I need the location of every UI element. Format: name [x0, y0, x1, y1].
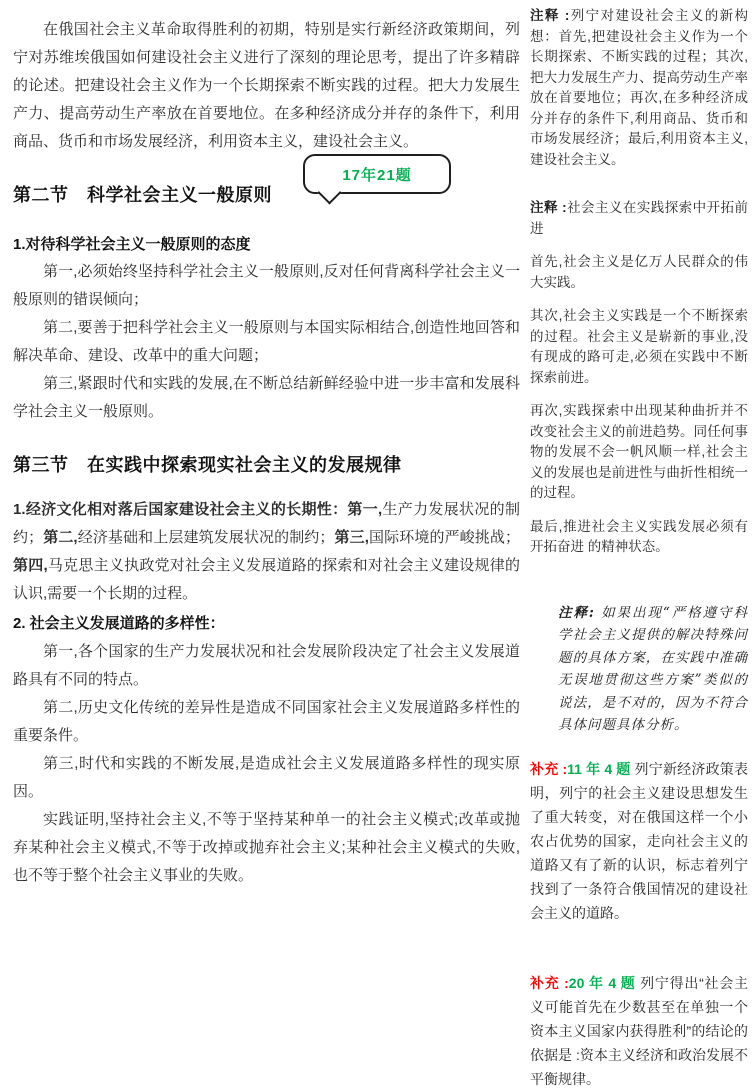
intro-paragraph: 在俄国社会主义革命取得胜利的初期，特别是实行新经济政策期间，列宁对苏维埃俄国如何建设社会主义进行了深刻的理论思考，提出了许多精辟的论述。把建设社会主义作为一个长期探索不断实践的过程。把大力发展生产力、提高劳动生产率放在首要地位。在多种经济成分并存的条件下，利用商品、货币和市场发展经济，利用资本主义，建设社会主义。: [13, 21, 520, 150]
annotation-note-1: [530, 6, 748, 170]
note-label: 注释 :: [530, 8, 570, 23]
longterm-lead: 1.经济文化相对落后国家建设社会主义的长期性：第一,: [13, 501, 383, 518]
note-paragraph: 首先,社会主义是亿万人民群众的伟大实践。: [530, 254, 748, 290]
annotation-note-2: [530, 198, 748, 558]
longterm-paragraph: 1.经济文化相对落后国家建设社会主义的长期性：第一,生产力发展状况的制约；第二,经济基础和上层建筑发展状况的制约；第三,国际环境的严峻挑战；第四,马克思主义执政党对社会主义发展道路的探索和对社会主义建设规律的认识,需要一个长期的过程。: [13, 501, 520, 602]
note-label: 注释:: [558, 604, 595, 621]
section-2-subheading-1: 1.对待科学社会主义一般原则的态度: [13, 236, 251, 253]
supplement-label: 补充 :: [530, 974, 569, 991]
note-paragraph: 其次,社会主义实践是一个不断探索的过程。社会主义是崭新的事业,没有现成的路可走,必须在实践中不断探索前进。: [530, 308, 748, 385]
supplement-label: 补充 :: [530, 760, 568, 777]
paragraph: 第一,必须始终坚持科学社会主义一般原则,反对任何背离科学社会主义一般原则的错误倾向；: [13, 263, 520, 308]
note-label: 注释 :: [530, 200, 567, 215]
paragraph: 实践证明,坚持社会主义,不等于坚持某种单一的社会主义模式;改革或抛弃某种社会主义模式,不等于改掉或抛弃社会主义;某种社会主义模式的失败,也不等于整个社会主义事业的失败。: [13, 811, 520, 884]
section-2-heading: 第二节 科学社会主义一般原则: [13, 185, 272, 205]
exam-ref-tag: 11 年 4 题: [567, 760, 631, 777]
paragraph: 第二,要善于把科学社会主义一般原则与本国实际相结合,创造性地回答和解决革命、建设、改革中的重大问题；: [13, 319, 520, 364]
annotation-sidebar: [530, 6, 748, 1091]
paragraph: 第一,各个国家的生产力发展状况和社会发展阶段决定了社会主义发展道路具有不同的特点。: [13, 643, 520, 688]
note-text: 注释 :列宁对建设社会主义的新构想：首先,把建设社会主义作为一个长期探索、不断实践的过程；其次,把大力发展生产力、提高劳动生产率放在首要地位；再次,在多种经济成分并存的条件下,利用商品、货币和市场发展经济；最后,利用资本主义,建设社会主义。: [530, 8, 749, 167]
section-3-heading: 第三节 在实践中探索现实社会主义的发展规律: [13, 455, 402, 475]
exam-tag-label: 17年21题: [342, 166, 412, 184]
main-content: [13, 16, 520, 890]
supplement-block-1: 补充 :11 年 4 题 列宁新经济政策表明，列宁的社会主义建设思想发生了重大转变，对在俄国这样一个小农占优势的国家，走向社会主义的道路又有了新的认识，标志着列宁找到了一条符合俄国情况的建设社会主义的道路。: [530, 760, 748, 921]
paragraph: 第三,紧跟时代和实践的发展,在不断总结新鲜经验中进一步丰富和发展科学社会主义一般原则。: [13, 375, 520, 420]
section-3-subheading-2: 2. 社会主义发展道路的多样性：: [13, 615, 225, 632]
exam-ref-tag: 20 年 4 题: [568, 974, 636, 991]
supplement-block-2: 补充 :20 年 4 题 列宁得出“社会主义可能首先在少数甚至在单独一个资本主义国家内获得胜利”的结论的依据是 :资本主义经济和政治发展不平衡规律。: [530, 974, 748, 1087]
note-paragraph: 再次,实践探索中出现某种曲折并不改变社会主义的前进趋势。同任何事物的发展不会一帆风顺一样,社会主义的发展也是前进性与曲折性相统一的过程。: [530, 403, 748, 500]
paragraph: 第二,历史文化传统的差异性是造成不同国家社会主义发展道路多样性的重要条件。: [13, 699, 520, 744]
exam-tag-bubble: [303, 154, 451, 194]
paragraph: 第三,时代和实践的不断发展,是造成社会主义发展道路多样性的现实原因。: [13, 755, 520, 800]
note-title: 注释 :社会主义在实践探索中开拓前进: [530, 200, 748, 236]
note-paragraph: 最后,推进社会主义实践发展必须有开拓奋进 的精神状态。: [530, 518, 748, 554]
annotation-note-3-kai: 注释: 如果出现“严格遵守科学社会主义提供的解决特殊问题的具体方案，在实践中准确无误地贯彻这些方案”类似的说法，是不对的，因为不符合具体问题具体分析。: [558, 604, 748, 733]
